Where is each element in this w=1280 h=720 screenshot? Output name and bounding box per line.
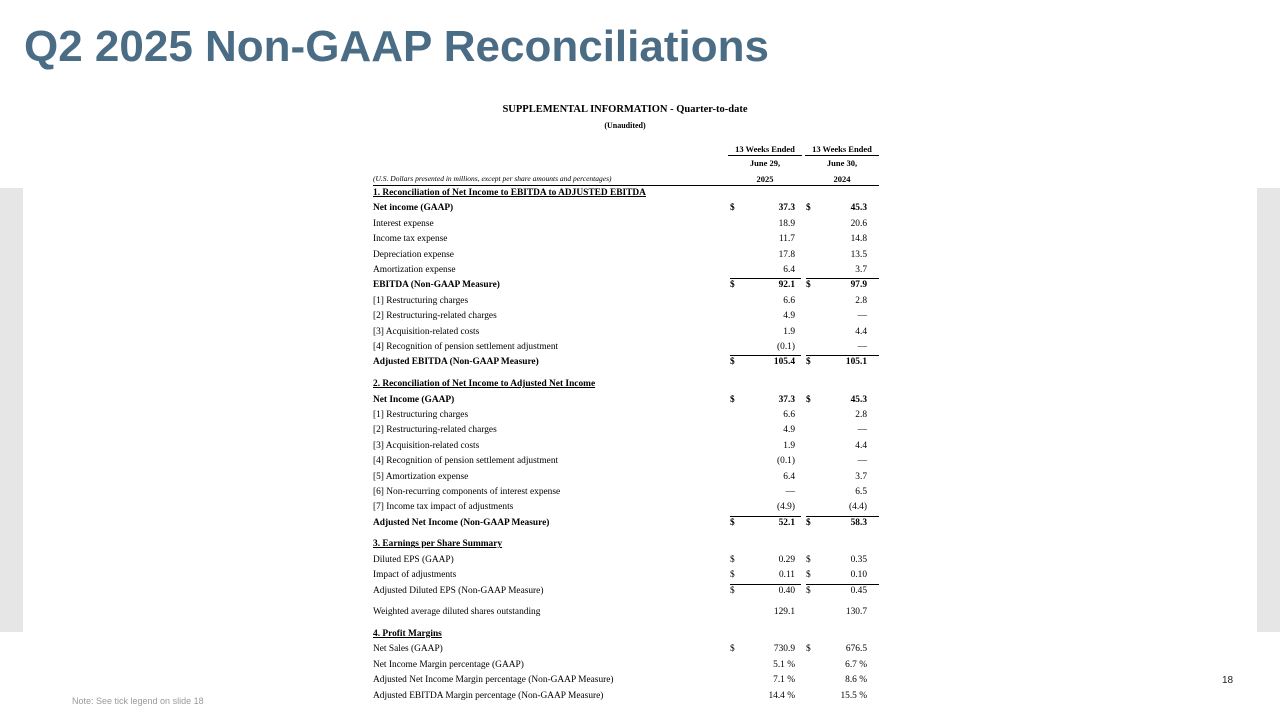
- report-heading: SUPPLEMENTAL INFORMATION - Quarter-to-date: [502, 104, 748, 115]
- table-row: [373, 325, 879, 340]
- value-2024: —: [857, 456, 867, 467]
- value-2024: —: [857, 425, 867, 436]
- value-2025: 37.3: [778, 203, 795, 214]
- row-label: Depreciation expense: [373, 249, 454, 260]
- table-row: [373, 232, 879, 247]
- table-row: [373, 340, 879, 355]
- row-label: Income tax expense: [373, 234, 448, 245]
- table-row: [373, 278, 879, 293]
- currency-symbol-2025: $: [730, 203, 735, 214]
- row-label: 1. Reconciliation of Net Income to EBITDA to ADJUSTED EBITDA: [373, 188, 646, 198]
- slide-title: Q2 2025 Non-GAAP Reconciliations: [24, 22, 769, 71]
- row-label: Adjusted Net Income (Non-GAAP Measure): [373, 517, 550, 528]
- currency-symbol-2024: $: [806, 570, 811, 581]
- value-2024: 13.5: [850, 249, 867, 260]
- currency-symbol-2025: $: [730, 585, 735, 596]
- value-2024: 676.5: [845, 644, 867, 655]
- currency-symbol-2024: $: [806, 280, 811, 291]
- value-2025: 18.9: [778, 218, 795, 229]
- row-label: Net income (GAAP): [373, 203, 454, 214]
- value-2025: 6.4: [783, 471, 795, 482]
- section-header: [373, 377, 879, 392]
- value-2024: 4.4: [855, 440, 867, 451]
- value-2024: 14.8: [850, 234, 867, 245]
- table-row: [373, 309, 879, 324]
- value-2025: 105.4: [773, 357, 795, 368]
- value-2024: 6.7 %: [845, 659, 867, 670]
- value-2025: 0.11: [778, 570, 795, 581]
- value-2024: 6.5: [855, 486, 867, 497]
- value-2025: (4.9): [777, 502, 795, 513]
- table-row: [373, 568, 879, 583]
- row-label: [6] Non-recurring components of interest expense: [373, 486, 561, 497]
- table-row: [373, 605, 879, 620]
- value-2025: 4.9: [783, 425, 795, 436]
- value-2025: 52.1: [778, 517, 795, 528]
- row-label: Adjusted Diluted EPS (Non-GAAP Measure): [373, 585, 544, 596]
- value-2024: 2.8: [855, 295, 867, 306]
- value-2024: —: [857, 342, 867, 352]
- value-2024: 8.6 %: [845, 675, 867, 686]
- value-2024: 3.7: [855, 471, 867, 482]
- table-row: [373, 355, 879, 370]
- row-label: Net Income (GAAP): [373, 394, 455, 405]
- col1-header-line3: 2025: [756, 174, 774, 184]
- col2-header-rule: [805, 155, 879, 156]
- col1-header-line2: June 29,: [749, 158, 781, 168]
- row-label: Diluted EPS (GAAP): [373, 554, 454, 565]
- value-2025: (0.1): [777, 456, 795, 467]
- row-label: Net Income Margin percentage (GAAP): [373, 659, 524, 670]
- row-label: 3. Earnings per Share Summary: [373, 539, 503, 550]
- value-2024: —: [857, 311, 867, 322]
- row-label: [1] Restructuring charges: [373, 295, 469, 306]
- value-2025: 0.40: [778, 585, 795, 596]
- value-2025: 6.6: [783, 409, 795, 420]
- table-row: [373, 294, 879, 309]
- value-2024: (4.4): [849, 502, 867, 513]
- currency-symbol-2025: $: [730, 280, 735, 291]
- col2-header-line1: 13 Weeks Ended: [812, 144, 872, 154]
- table-row: [373, 689, 879, 704]
- value-2024: 0.45: [850, 585, 867, 596]
- value-2024: 0.10: [850, 570, 867, 581]
- value-2025: 730.9: [773, 644, 795, 655]
- col2-header-line2: June 30,: [826, 158, 858, 168]
- value-2024: 58.3: [850, 517, 867, 528]
- left-gray-band: [0, 188, 23, 632]
- value-2024: 20.6: [850, 218, 867, 229]
- value-2024: 45.3: [850, 203, 867, 214]
- row-label: EBITDA (Non-GAAP Measure): [373, 280, 500, 291]
- row-label: Interest expense: [373, 218, 434, 229]
- value-2024: 97.9: [850, 280, 867, 291]
- table-row: [373, 439, 879, 454]
- row-label: [4] Recognition of pension settlement adjustment: [373, 456, 559, 467]
- table-row: [373, 553, 879, 568]
- value-2025: 5.1 %: [773, 659, 795, 670]
- row-label: Adjusted EBITDA (Non-GAAP Measure): [373, 357, 539, 368]
- value-2025: 1.9: [783, 440, 795, 451]
- currency-symbol-2024: $: [806, 357, 811, 368]
- value-2025: —: [785, 486, 795, 497]
- row-label: 4. Profit Margins: [373, 629, 442, 639]
- table-row: [373, 263, 879, 278]
- value-2025: 1.9: [783, 326, 795, 337]
- table-row: [373, 500, 879, 515]
- unit-note: (U.S. Dollars presented in millions, except per share amounts and percentages): [373, 174, 612, 183]
- row-label: Impact of adjustments: [373, 570, 457, 581]
- row-label: [4] Recognition of pension settlement adjustment: [373, 342, 559, 352]
- value-2024: 105.1: [845, 357, 867, 368]
- currency-symbol-2024: $: [806, 203, 811, 214]
- table-row: [373, 423, 879, 438]
- value-2025: 0.29: [778, 554, 795, 565]
- value-2025: 6.4: [783, 265, 795, 275]
- currency-symbol-2025: $: [730, 394, 735, 405]
- row-label: [2] Restructuring-related charges: [373, 311, 497, 322]
- col1-header-rule: [728, 155, 802, 156]
- table-row: [373, 470, 879, 485]
- footnote: Note: See tick legend on slide 18: [72, 696, 204, 706]
- value-2024: 4.4: [855, 326, 867, 337]
- table-row: [373, 454, 879, 469]
- value-2024: 2.8: [855, 409, 867, 420]
- currency-symbol-2025: $: [730, 517, 735, 528]
- table-row: [373, 673, 879, 688]
- table-row: [373, 248, 879, 263]
- row-label: Amortization expense: [373, 265, 456, 275]
- row-label: Adjusted Net Income Margin percentage (Non-GAAP Measure): [373, 675, 614, 686]
- row-label: Weighted average diluted shares outstanding: [373, 607, 541, 618]
- currency-symbol-2024: $: [806, 394, 811, 405]
- currency-symbol-2025: $: [730, 357, 735, 368]
- value-2024: 3.7: [855, 265, 867, 275]
- value-2025: 92.1: [778, 280, 795, 291]
- value-2025: 129.1: [773, 607, 795, 618]
- row-label: [7] Income tax impact of adjustments: [373, 502, 514, 513]
- currency-symbol-2024: $: [806, 517, 811, 528]
- currency-symbol-2025: $: [730, 554, 735, 565]
- value-2025: 14.4 %: [768, 690, 795, 701]
- page-number: 18: [1222, 675, 1234, 686]
- row-label: Adjusted EBITDA Margin percentage (Non-GAAP Measure): [373, 690, 604, 701]
- col2-header-line3: 2024: [833, 174, 851, 184]
- table-row: [373, 658, 879, 673]
- table-row: [373, 408, 879, 423]
- currency-symbol-2024: $: [806, 585, 811, 596]
- table-row: [373, 393, 879, 408]
- right-gray-band: [1257, 188, 1280, 632]
- row-label: [3] Acquisition-related costs: [373, 440, 480, 451]
- row-label: 2. Reconciliation of Net Income to Adjusted Net Income: [373, 379, 596, 390]
- value-2024: 0.35: [850, 554, 867, 565]
- value-2025: 17.8: [778, 249, 795, 260]
- section-header: [373, 627, 879, 642]
- value-2025: 7.1 %: [773, 675, 795, 686]
- value-2025: 11.7: [778, 234, 795, 245]
- table-row: [373, 217, 879, 232]
- table-row: [373, 584, 879, 599]
- row-label: [1] Restructuring charges: [373, 409, 469, 420]
- value-2025: 4.9: [783, 311, 795, 322]
- row-label: [5] Amortization expense: [373, 471, 469, 482]
- row-label: Net Sales (GAAP): [373, 644, 443, 655]
- table-row: [373, 516, 879, 531]
- row-label: [3] Acquisition-related costs: [373, 326, 480, 337]
- value-2025: 6.6: [783, 295, 795, 306]
- value-2025: (0.1): [777, 342, 795, 352]
- section-header: [373, 537, 879, 552]
- table-row: [373, 642, 879, 657]
- report-subheading: (Unaudited): [604, 121, 646, 130]
- value-2024: 15.5 %: [840, 690, 867, 701]
- currency-symbol-2025: $: [730, 644, 735, 655]
- table-row: [373, 485, 879, 500]
- currency-symbol-2025: $: [730, 570, 735, 581]
- row-label: [2] Restructuring-related charges: [373, 425, 497, 436]
- value-2024: 130.7: [845, 607, 867, 618]
- section-header: [373, 186, 879, 201]
- currency-symbol-2024: $: [806, 554, 811, 565]
- value-2024: 45.3: [850, 394, 867, 405]
- value-2025: 37.3: [778, 394, 795, 405]
- currency-symbol-2024: $: [806, 644, 811, 655]
- table-row: [373, 201, 879, 216]
- col1-header-line1: 13 Weeks Ended: [735, 144, 795, 154]
